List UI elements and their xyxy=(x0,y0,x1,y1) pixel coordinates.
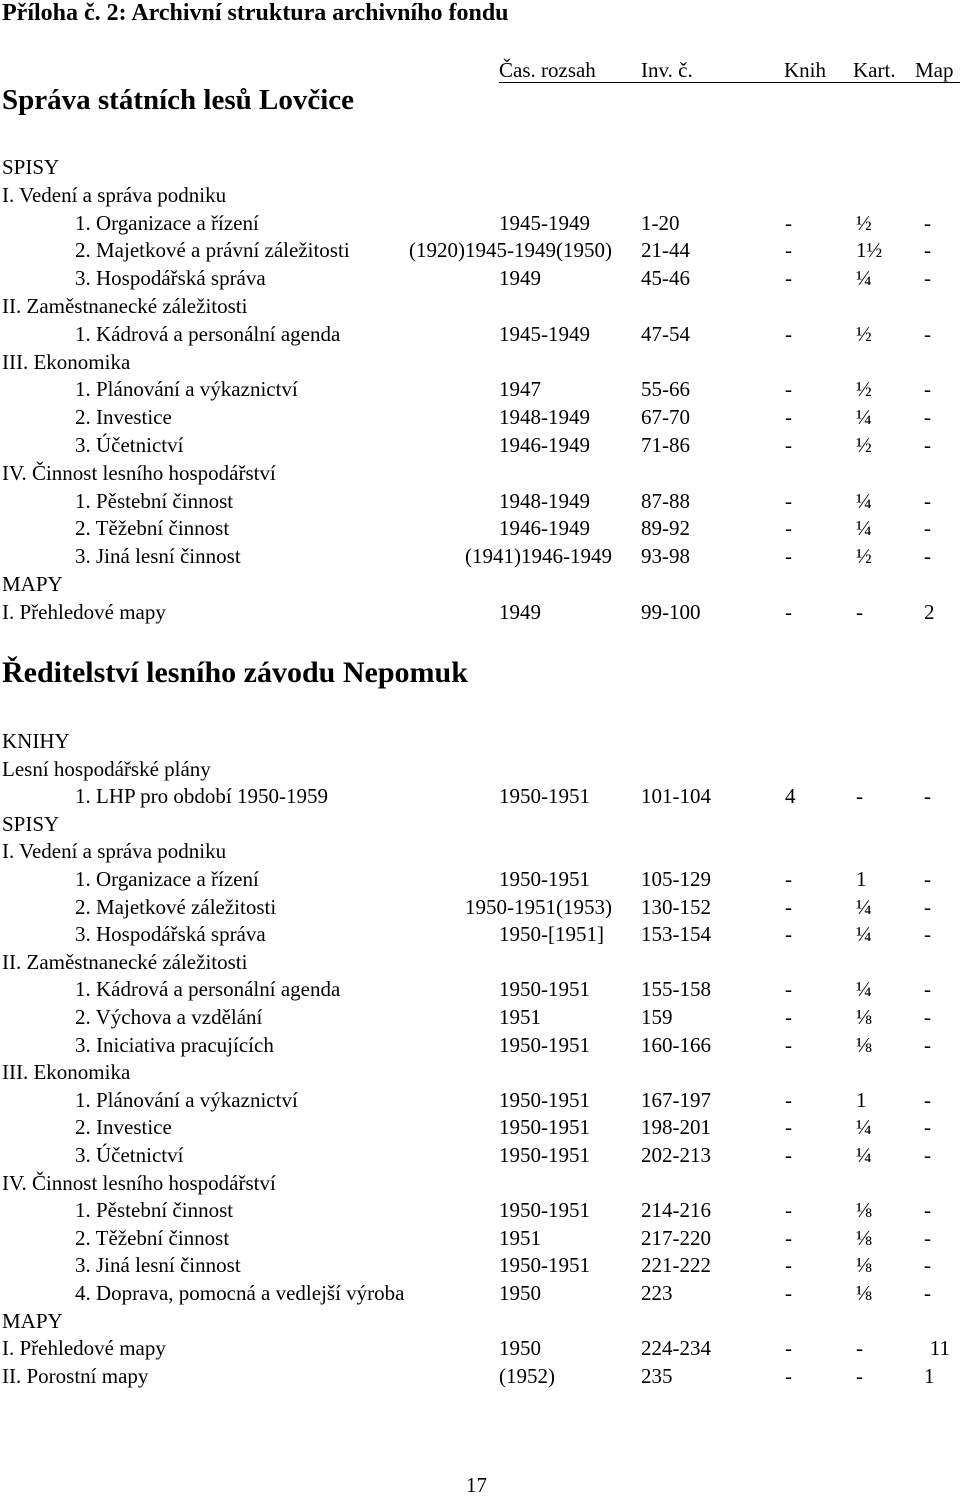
cell-knih: - xyxy=(785,433,792,457)
cell-knih: - xyxy=(785,1032,792,1057)
cell-kart: ⅛ xyxy=(856,1281,872,1305)
cell-knih: - xyxy=(785,867,792,891)
cell-map: - xyxy=(924,922,931,947)
cell-kart: ⅛ xyxy=(856,1253,872,1278)
category-heading: SPISY xyxy=(2,155,60,179)
cell-map: - xyxy=(924,1115,931,1140)
cell-knih: 4 xyxy=(785,784,796,809)
cell-inv: 221-222 xyxy=(641,1253,711,1278)
cell-inv: 153-154 xyxy=(641,922,711,947)
cell-kart: ½ xyxy=(856,377,872,402)
column-header-map: Map xyxy=(915,58,954,82)
cell-cas: 1950-1951 xyxy=(499,784,590,809)
row-label: 3. Iniciativa pracujících xyxy=(75,1032,274,1057)
cell-knih: - xyxy=(785,894,792,919)
cell-kart: 1 xyxy=(856,867,867,891)
cell-kart: - xyxy=(856,1363,863,1388)
cell-cas: 1950-1951 xyxy=(499,1032,590,1057)
cell-map: - xyxy=(924,266,931,291)
cell-map: - xyxy=(924,1005,931,1029)
row-label: 2. Výchova a vzdělání xyxy=(75,1005,263,1029)
cell-inv: 47-54 xyxy=(641,321,690,346)
row-label: 2. Majetkové záležitosti xyxy=(75,894,277,919)
row-label: 3. Účetnictví xyxy=(75,433,184,457)
cell-map: - xyxy=(924,894,931,919)
cell-cas: 1946-1949 xyxy=(499,516,590,541)
cell-kart: - xyxy=(856,784,863,809)
cell-cas: (1920)1945-1949(1950) xyxy=(409,238,612,263)
row-label: 2. Těžební činnost xyxy=(75,1225,230,1250)
cell-cas: 1945-1949 xyxy=(499,321,590,346)
cell-knih: - xyxy=(785,1005,792,1029)
cell-knih: - xyxy=(785,1253,792,1278)
cell-kart: ¼ xyxy=(856,1115,872,1140)
cell-kart: ¼ xyxy=(856,977,872,1002)
row-label: II. Zaměstnanecké záležitosti xyxy=(2,294,248,318)
row-label: 3. Hospodářská správa xyxy=(75,922,266,947)
cell-kart: ⅛ xyxy=(856,1005,872,1029)
cell-inv: 71-86 xyxy=(641,433,690,457)
cell-map: - xyxy=(924,1087,931,1112)
cell-map: - xyxy=(924,238,931,263)
cell-knih: - xyxy=(785,238,792,263)
cell-knih: - xyxy=(785,544,792,569)
cell-inv: 160-166 xyxy=(641,1032,711,1057)
row-label: 1. Plánování a výkaznictví xyxy=(75,377,298,402)
cell-inv: 89-92 xyxy=(641,516,690,541)
cell-inv: 155-158 xyxy=(641,977,711,1002)
column-header-cas: Čas. rozsah xyxy=(499,58,596,82)
cell-knih: - xyxy=(785,1087,792,1112)
cell-kart: ½ xyxy=(856,210,872,235)
cell-map: - xyxy=(924,977,931,1002)
row-label: 1. LHP pro období 1950-1959 xyxy=(75,784,328,809)
cell-kart: ¼ xyxy=(856,266,872,291)
cell-map: - xyxy=(924,1281,931,1305)
cell-map: - xyxy=(924,516,931,541)
cell-inv: 105-129 xyxy=(641,867,711,891)
row-label: 1. Plánování a výkaznictví xyxy=(75,1087,298,1112)
cell-map: - xyxy=(924,784,931,809)
category-heading: KNIHY xyxy=(2,729,70,753)
cell-inv: 67-70 xyxy=(641,405,690,430)
row-label: 2. Investice xyxy=(75,1115,172,1140)
row-label: IV. Činnost lesního hospodářství xyxy=(2,460,276,485)
cell-inv: 235 xyxy=(641,1363,673,1388)
cell-cas: 1950-1951 xyxy=(499,1087,590,1112)
cell-inv: 224-234 xyxy=(641,1336,711,1361)
cell-map: 11 xyxy=(929,1336,950,1361)
row-label: 1. Organizace a řízení xyxy=(75,210,259,235)
cell-cas: 1950-1951 xyxy=(499,1198,590,1223)
column-header-kart: Kart. xyxy=(853,58,896,82)
header-underline xyxy=(499,82,960,83)
cell-cas: (1952) xyxy=(499,1363,555,1388)
row-label: 3. Účetnictví xyxy=(75,1143,184,1167)
section-heading-lovcice: Správa státních lesů Lovčice xyxy=(2,84,355,116)
cell-knih: - xyxy=(785,377,792,402)
cell-inv: 93-98 xyxy=(641,544,690,569)
cell-inv: 217-220 xyxy=(641,1225,711,1250)
cell-inv: 87-88 xyxy=(641,488,690,513)
row-label: Lesní hospodářské plány xyxy=(2,756,211,781)
cell-inv: 214-216 xyxy=(641,1198,711,1223)
cell-kart: - xyxy=(856,599,863,624)
cell-cas: (1941)1946-1949 xyxy=(465,544,612,569)
cell-kart: ¼ xyxy=(856,894,872,919)
cell-cas: 1949 xyxy=(499,266,541,291)
cell-knih: - xyxy=(785,1198,792,1223)
cell-knih: - xyxy=(785,516,792,541)
cell-knih: - xyxy=(785,1115,792,1140)
cell-cas: 1951 xyxy=(499,1225,541,1250)
cell-kart: ½ xyxy=(856,433,872,457)
cell-knih: - xyxy=(785,1143,792,1167)
row-label: 1. Kádrová a personální agenda xyxy=(75,977,341,1002)
cell-knih: - xyxy=(785,266,792,291)
cell-map: - xyxy=(924,1143,931,1167)
cell-inv: 99-100 xyxy=(641,599,701,624)
row-label: 1. Pěstební činnost xyxy=(75,1198,234,1223)
cell-map: - xyxy=(924,867,931,891)
cell-kart: ¼ xyxy=(856,1143,872,1167)
row-label: 3. Jiná lesní činnost xyxy=(75,1253,241,1278)
cell-map: - xyxy=(924,1032,931,1057)
category-heading: MAPY xyxy=(2,572,63,596)
cell-map: 1 xyxy=(924,1363,935,1388)
cell-knih: - xyxy=(785,977,792,1002)
cell-map: 2 xyxy=(924,599,935,624)
cell-cas: 1949 xyxy=(499,599,541,624)
cell-map: - xyxy=(924,1225,931,1250)
cell-cas: 1945-1949 xyxy=(499,210,590,235)
cell-map: - xyxy=(924,1253,931,1278)
cell-kart: 1½ xyxy=(856,238,883,263)
cell-map: - xyxy=(924,377,931,402)
cell-cas: 1950-[1951] xyxy=(499,922,604,947)
cell-knih: - xyxy=(785,210,792,235)
cell-knih: - xyxy=(785,405,792,430)
row-label: II. Zaměstnanecké záležitosti xyxy=(2,949,248,974)
cell-map: - xyxy=(924,405,931,430)
cell-knih: - xyxy=(785,1225,792,1250)
cell-kart: ⅛ xyxy=(856,1198,872,1223)
cell-knih: - xyxy=(785,488,792,513)
row-label: 2. Majetkové a právní záležitosti xyxy=(75,238,350,263)
cell-inv: 101-104 xyxy=(641,784,711,809)
cell-map: - xyxy=(924,544,931,569)
row-label: IV. Činnost lesního hospodářství xyxy=(2,1170,276,1195)
cell-cas: 1950-1951 xyxy=(499,1253,590,1278)
column-header-knih: Knih xyxy=(784,58,826,82)
row-label: 3. Jiná lesní činnost xyxy=(75,544,241,569)
cell-map: - xyxy=(924,433,931,457)
cell-inv: 202-213 xyxy=(641,1143,711,1167)
row-label: I. Vedení a správa podniku xyxy=(2,182,227,207)
category-heading: SPISY xyxy=(2,811,60,836)
row-label: 2. Těžební činnost xyxy=(75,516,230,541)
cell-inv: 223 xyxy=(641,1281,673,1305)
cell-cas: 1951 xyxy=(499,1005,541,1029)
cell-cas: 1950-1951 xyxy=(499,977,590,1002)
row-label: III. Ekonomika xyxy=(2,1060,131,1085)
cell-cas: 1950-1951 xyxy=(499,1115,590,1140)
row-label: 1. Kádrová a personální agenda xyxy=(75,321,341,346)
row-label: 1. Pěstební činnost xyxy=(75,488,234,513)
cell-kart: - xyxy=(856,1336,863,1361)
cell-knih: - xyxy=(785,1363,792,1388)
cell-knih: - xyxy=(785,321,792,346)
cell-map: - xyxy=(924,210,931,235)
cell-inv: 167-197 xyxy=(641,1087,711,1112)
column-header-inv: Inv. č. xyxy=(641,58,693,82)
row-label: 4. Doprava, pomocná a vedlejší výroba xyxy=(75,1281,405,1305)
cell-knih: - xyxy=(785,1281,792,1305)
cell-cas: 1948-1949 xyxy=(499,488,590,513)
cell-kart: ¼ xyxy=(856,922,872,947)
cell-cas: 1950 xyxy=(499,1281,541,1305)
cell-inv: 130-152 xyxy=(641,894,711,919)
cell-cas: 1948-1949 xyxy=(499,405,590,430)
cell-inv: 198-201 xyxy=(641,1115,711,1140)
cell-cas: 1950 xyxy=(499,1336,541,1361)
row-label: I. Přehledové mapy xyxy=(2,599,166,624)
cell-kart: ½ xyxy=(856,544,872,569)
cell-kart: ⅛ xyxy=(856,1032,872,1057)
cell-kart: ¼ xyxy=(856,488,872,513)
cell-knih: - xyxy=(785,599,792,624)
section-heading-nepomuk: Ředitelství lesního závodu Nepomuk xyxy=(2,656,468,689)
cell-inv: 159 xyxy=(641,1005,673,1029)
category-heading: MAPY xyxy=(2,1308,63,1333)
row-label: III. Ekonomika xyxy=(2,349,131,374)
row-label: II. Porostní mapy xyxy=(2,1363,149,1388)
cell-knih: - xyxy=(785,922,792,947)
cell-kart: 1 xyxy=(856,1087,867,1112)
cell-kart: ¼ xyxy=(856,405,872,430)
cell-inv: 45-46 xyxy=(641,266,690,291)
page-number: 17 xyxy=(466,1473,487,1497)
cell-inv: 21-44 xyxy=(641,238,690,263)
row-label: I. Přehledové mapy xyxy=(2,1336,166,1361)
cell-inv: 1-20 xyxy=(641,210,680,235)
cell-map: - xyxy=(924,488,931,513)
row-label: 2. Investice xyxy=(75,405,172,430)
cell-map: - xyxy=(924,321,931,346)
cell-map: - xyxy=(924,1198,931,1223)
cell-cas: 1950-1951(1953) xyxy=(465,894,612,919)
cell-cas: 1950-1951 xyxy=(499,867,590,891)
cell-knih: - xyxy=(785,1336,792,1361)
cell-kart: ¼ xyxy=(856,516,872,541)
cell-cas: 1946-1949 xyxy=(499,433,590,457)
cell-kart: ⅛ xyxy=(856,1225,872,1250)
row-label: 1. Organizace a řízení xyxy=(75,867,259,891)
row-label: I. Vedení a správa podniku xyxy=(2,839,227,864)
cell-cas: 1947 xyxy=(499,377,541,402)
cell-cas: 1950-1951 xyxy=(499,1143,590,1167)
cell-inv: 55-66 xyxy=(641,377,690,402)
page-title: Příloha č. 2: Archivní struktura archivního fondu xyxy=(2,0,509,26)
cell-kart: ½ xyxy=(856,321,872,346)
row-label: 3. Hospodářská správa xyxy=(75,266,266,291)
